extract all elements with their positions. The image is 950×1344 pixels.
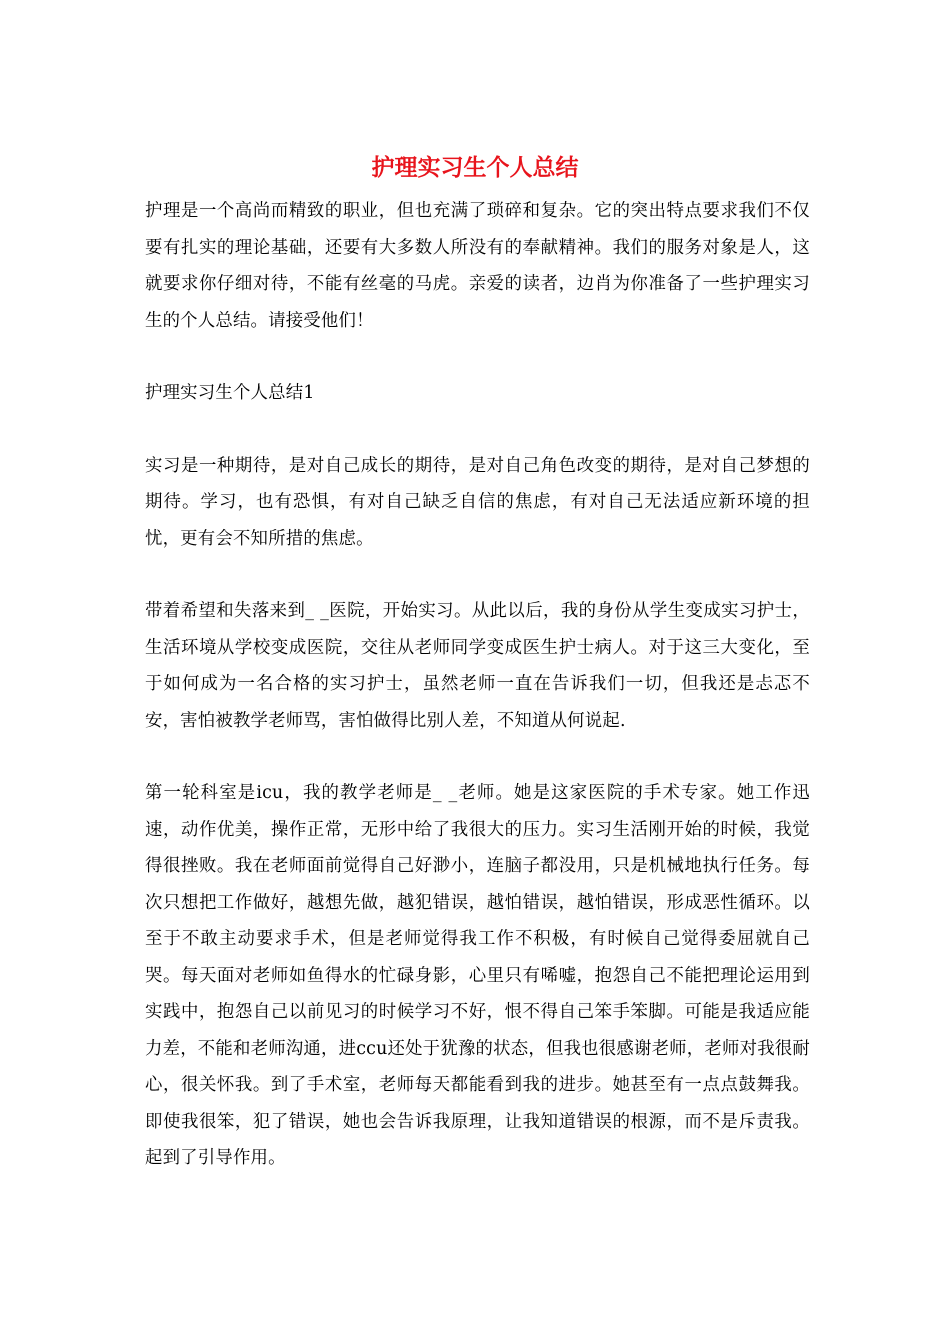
document-title: 护理实习生个人总结 [371, 154, 579, 181]
intro-paragraph: 护理是一个高尚而精致的职业，但也充满了琐碎和复杂。它的突出特点要求我们不仅要有扎实的理论基础，还要有大多数人所没有的奉献精神。我们的服务对象是人，这就要求你仔细对待，不能有丝毫的马虎。亲爱的读者，边肖为你准备了一些护理实习生的个人总结。请接受他们！ [145, 201, 810, 331]
body-paragraph-2: 带着希望和失落来到_ _医院，开始实习。从此以后，我的身份从学生变成实习护士，生活环境从学校变成医院，交往从老师同学变成医生护士病人。对于这三大变化，至于如何成为一名合格的实习护士，虽然老师一直在告诉我们一切，但我还是忐忑不安，害怕被教学老师骂，害怕做得比别人差，不知道从何说起. [145, 601, 810, 731]
document-body [145, 193, 810, 1213]
body-paragraph-3: 第一轮科室是icu，我的教学老师是_ _老师。她是这家医院的手术专家。她工作迅速，动作优美，操作正常，无形中给了我很大的压力。实习生活刚开始的时候，我觉得很挫败。我在老师面前觉得自己好渺小，连脑子都没用，只是机械地执行任务。每次只想把工作做好，越想先做，越犯错误，越怕错误，越怕错误，形成恶性循环。以至于不敢主动要求手术，但是老师觉得我工作不积极，有时候自己觉得委屈就自己哭。每天面对老师如鱼得水的忙碌身影，心里只有唏嘘，抱怨自己不能把理论运用到实践中，抱怨自己以前见习的时候学习不好，恨不得自己笨手笨脚。可能是我适应能力差，不能和老师沟通，进ccu还处于犹豫的状态，但我也很感谢老师，老师对我很耐心，很关怀我。到了手术室，老师每天都能看到我的进步。她甚至有一点点鼓舞我。即使我很笨，犯了错误，她也会告诉我原理，让我知道错误的根源，而不是斥责我。起到了引导作用。 [145, 783, 810, 1168]
section-heading: 护理实习生个人总结1 [145, 383, 315, 403]
body-paragraph-1: 实习是一种期待，是对自己成长的期待，是对自己角色改变的期待，是对自己梦想的期待。学习，也有恐惧，有对自己缺乏自信的焦虑，有对自己无法适应新环境的担忧，更有会不知所措的焦虑。 [145, 455, 810, 549]
